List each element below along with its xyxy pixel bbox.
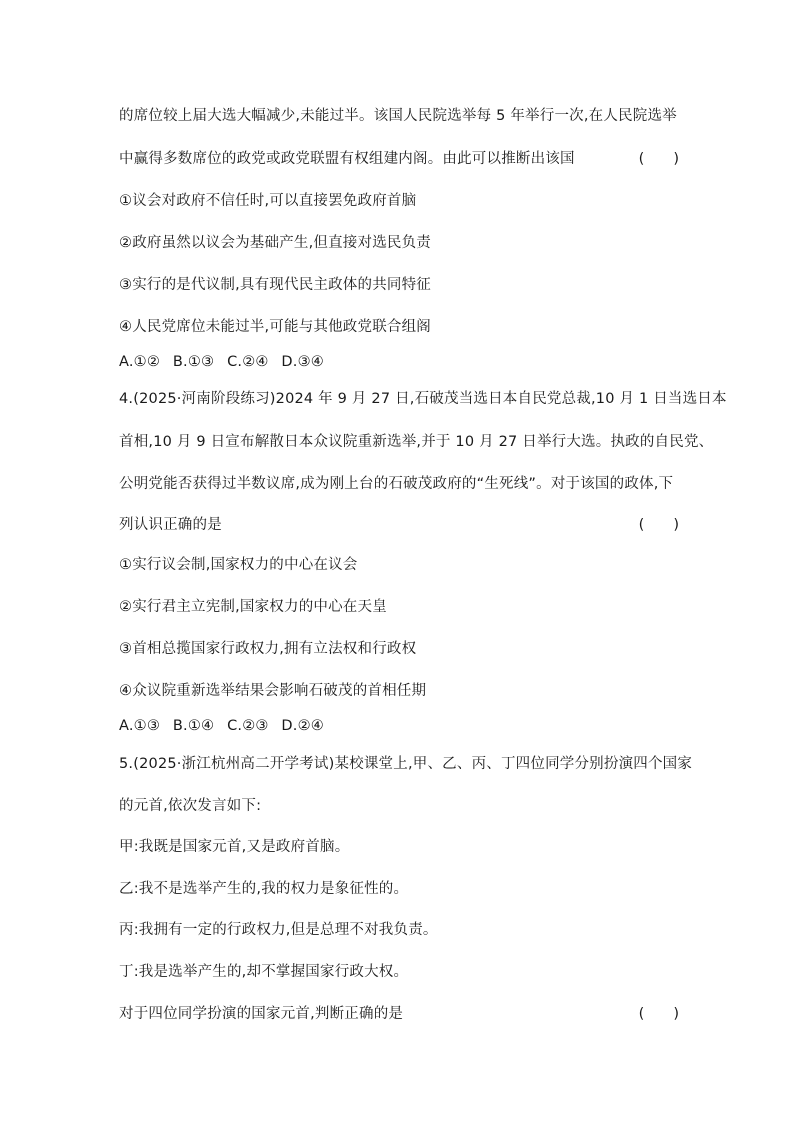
q4-option-d: D.②④ [281, 718, 324, 734]
q5-question-line [119, 1004, 679, 1024]
q5-statement-bing: 丙:我拥有一定的行政权力,但是总理不对我负责。 [119, 922, 438, 938]
q4-option-b: B.①④ [172, 718, 215, 734]
q3-option-a: A.①② [119, 354, 161, 370]
q3-item-1: ①议会对政府不信任时,可以直接罢免政府首脑 [119, 193, 417, 209]
q5-answer-blank: ( ) [638, 1006, 679, 1022]
q4-options [119, 716, 679, 736]
q4-stem-line-4 [119, 515, 679, 535]
q5-statement-yi: 乙:我不是选举产生的,我的权力是象征性的。 [119, 881, 409, 897]
q4-item-3: ③首相总揽国家行政权力,拥有立法权和行政权 [119, 641, 417, 657]
q4-stem-line-3: 公明党能否获得过半数议席,成为刚上台的石破茂政府的“生死线”。对于该国的政体,下 [119, 476, 674, 492]
q3-option-c: C.②④ [227, 354, 269, 370]
q4-stem-text-4: 列认识正确的是 [119, 517, 222, 533]
q3-item-4: ④人民党席位未能过半,可能与其他政党联合组阁 [119, 319, 432, 335]
q3-stem-line-1 [119, 106, 679, 126]
q4-stem-line-2: 首相,10 月 9 日宣布解散日本众议院重新选举,并于 10 月 27 日举行大选。执政的自民党、 [119, 434, 714, 450]
q3-stem-line-2 [119, 149, 679, 169]
q5-stem-line-1: 5.(2025·浙江杭州高二开学考试)某校课堂上,甲、乙、丙、丁四位同学分别扮演四个国家 [119, 756, 693, 772]
q3-option-d: D.③④ [281, 354, 324, 370]
q4-option-a: A.①③ [119, 718, 161, 734]
q4-item-1: ①实行议会制,国家权力的中心在议会 [119, 557, 358, 573]
q4-answer-blank: ( ) [638, 517, 679, 533]
q4-item-2: ②实行君主立宪制,国家权力的中心在天皇 [119, 599, 387, 615]
q5-statement-ding: 丁:我是选举产生的,却不掌握国家行政大权。 [119, 964, 409, 980]
q4-stem-line-1: 4.(2025·河南阶段练习)2024 年 9 月 27 日,石破茂当选日本自民党总裁,10 月 1 日当选日本 [119, 391, 727, 407]
q3-item-2: ②政府虽然以议会为基础产生,但直接对选民负责 [119, 235, 432, 251]
q4-item-4: ④众议院重新选举结果会影响石破茂的首相任期 [119, 683, 427, 699]
q5-question-text: 对于四位同学扮演的国家元首,判断正确的是 [119, 1006, 404, 1022]
q3-options [119, 352, 679, 372]
q5-statement-jia: 甲:我既是国家元首,又是政府首脑。 [119, 839, 350, 855]
q3-stem-text-2: 中赢得多数席位的政党或政党联盟有权组建内阁。由此可以推断出该国 [119, 151, 575, 167]
q3-answer-blank: ( ) [638, 151, 679, 167]
q3-option-b: B.①③ [172, 354, 215, 370]
q4-option-c: C.②③ [227, 718, 269, 734]
q3-item-3: ③实行的是代议制,具有现代民主政体的共同特征 [119, 277, 432, 293]
q3-stem-text-1: 的席位较上届大选大幅减少,未能过半。该国人民院选举每 5 年举行一次,在人民院选举 [119, 108, 677, 124]
q5-stem-line-2: 的元首,依次发言如下: [119, 798, 262, 814]
